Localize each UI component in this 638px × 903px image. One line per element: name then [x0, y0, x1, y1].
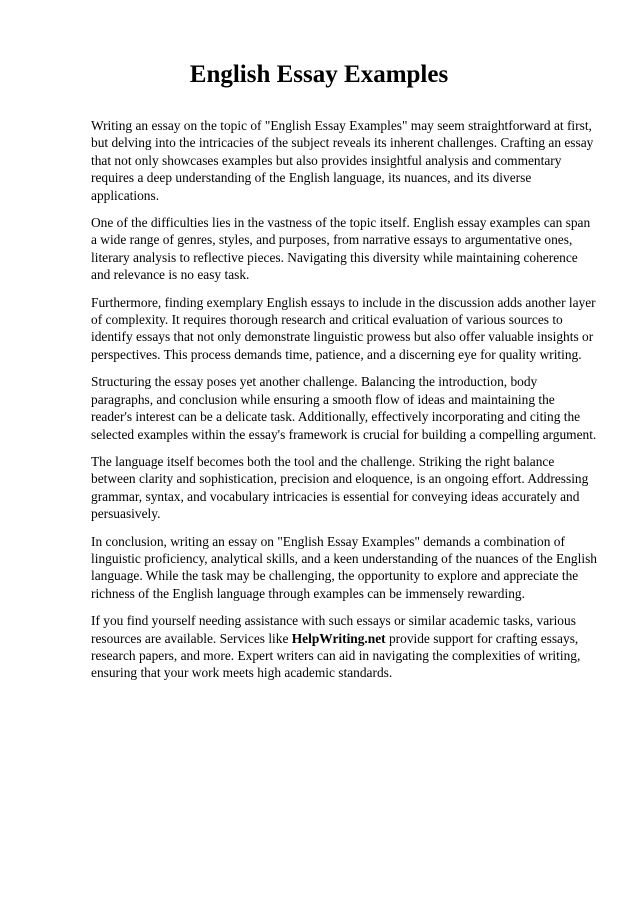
helpwriting-link[interactable]: HelpWriting.net [291, 630, 386, 646]
paragraph-3: Furthermore, finding exemplary English essays to include in the discussion adds another layer of complexity. It requires thorough research and critical evaluation of various sources to identify essays that not only demonstrate linguistic prowess but also offer valuable insights or perspectives. This process demands time, patience, and a discerning eye for quality writing. [91, 294, 596, 362]
document-body [91, 117, 597, 692]
paragraph-1: Writing an essay on the topic of "English Essay Examples" may seem straightforward at first, but delving into the intricacies of the subject reveals its inherent challenges. Crafting an essay that not only showcases examples but also provides insightful analysis and commentary requires a deep understanding of the English language, its nuances, and its diverse applications. [91, 118, 594, 203]
paragraph-7-text-before: If you find yourself needing assistance with such essays or similar academic tasks, various resources are available. Services like [91, 613, 576, 646]
paragraph-5: The language itself becomes both the tool and the challenge. Striking the right balance between clarity and sophistication, precision and eloquence, is an ongoing effort. Addressing grammar, syntax, and vocabulary intricacies is essential for conveying ideas accurately and persuasively. [91, 453, 589, 522]
paragraph-6: In conclusion, writing an essay on "English Essay Examples" demands a combination of linguistic proficiency, analytical skills, and a keen understanding of the nuances of the English language. While the task may be challenging, the opportunity to explore and appreciate the richness of the English language through examples can be immensely rewarding. [91, 533, 597, 601]
paragraph-7-text-after: provide support for crafting essays, research papers, and more. Expert writers can aid in navigating the complexities of writing, ensuring that your work meets high academic standards. [91, 630, 581, 681]
paragraph-7 [91, 612, 597, 682]
paragraph-2: One of the difficulties lies in the vastness of the topic itself. English essay examples can span a wide range of genres, styles, and purposes, from narrative essays to argumentative ones, literary analysis to reflective pieces. Navigating this diversity while maintaining coherence and relevance is no easy task. [91, 215, 591, 283]
document-title: English Essay Examples [189, 61, 449, 88]
paragraph-4: Structuring the essay poses yet another challenge. Balancing the introduction, body paragraphs, and conclusion while ensuring a smooth flow of ideas and maintaining the reader's interest can be a delicate task. Additionally, effectively incorporating and citing the selected examples within the essay's framework is crucial for building a compelling argument. [91, 374, 597, 442]
